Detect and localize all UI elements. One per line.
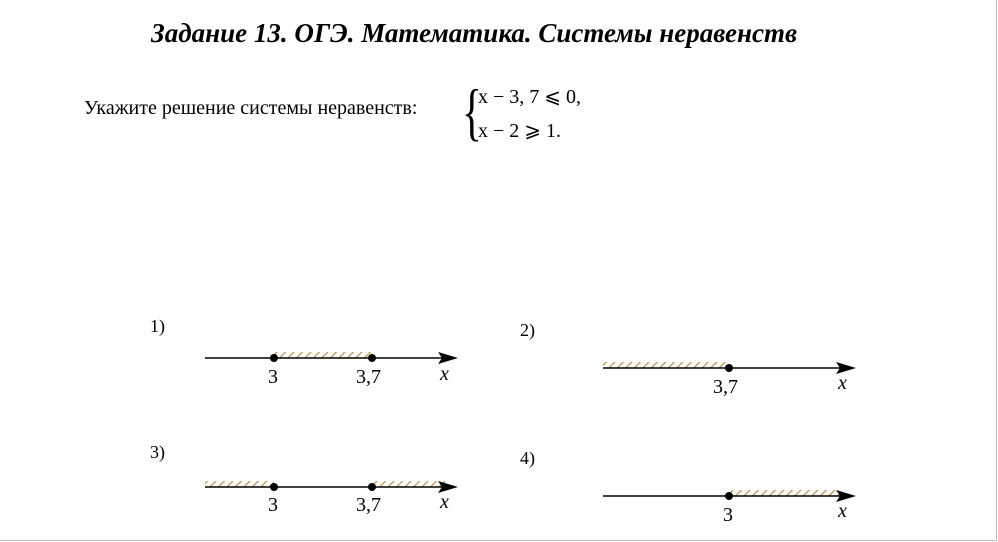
inequality-1: x − 3, 7 ⩽ 0, xyxy=(478,86,582,108)
option-3-axis-label: x xyxy=(440,491,449,513)
option-2-point-3-7 xyxy=(725,364,733,372)
option-4-number[interactable]: 4) xyxy=(520,448,535,468)
option-2-axis-label: x xyxy=(838,372,847,394)
option-1-point-3-7 xyxy=(368,354,376,362)
inequality-2: x − 2 ⩾ 1. xyxy=(478,120,562,142)
option-2-hatch xyxy=(603,362,729,368)
option-3-hatch-left xyxy=(205,481,274,487)
option-3-label-3-7: 3,7 xyxy=(356,494,381,516)
option-3-number-line[interactable] xyxy=(205,481,458,516)
option-1-point-3 xyxy=(270,354,278,362)
option-1-label-3-7: 3,7 xyxy=(356,366,381,388)
option-3-number[interactable]: 3) xyxy=(150,442,165,462)
option-4-hatch xyxy=(729,490,839,496)
option-3-hatch-right xyxy=(372,481,446,487)
option-2-label-3-7: 3,7 xyxy=(713,376,738,398)
task-prompt: Укажите решение системы неравенств: xyxy=(84,97,418,119)
option-1-hatch xyxy=(274,352,372,358)
page-title: Задание 13. ОГЭ. Математика. Системы неравенств xyxy=(150,18,798,48)
option-4-axis-label: x xyxy=(838,500,847,522)
option-1-axis-label: x xyxy=(440,363,449,385)
option-3-point-3-7 xyxy=(368,483,376,491)
option-2-number-line[interactable] xyxy=(603,362,856,398)
option-1-number-line[interactable] xyxy=(205,352,458,388)
option-1-number[interactable]: 1) xyxy=(150,316,165,336)
option-4-point-3 xyxy=(725,492,733,500)
option-3-label-3: 3 xyxy=(268,494,278,516)
option-1-label-3: 3 xyxy=(268,366,278,388)
option-4-number-line[interactable] xyxy=(603,490,856,526)
left-brace: { xyxy=(462,76,482,147)
option-4-label-3: 3 xyxy=(723,504,733,526)
option-2-number[interactable]: 2) xyxy=(520,320,535,340)
option-3-point-3 xyxy=(270,483,278,491)
